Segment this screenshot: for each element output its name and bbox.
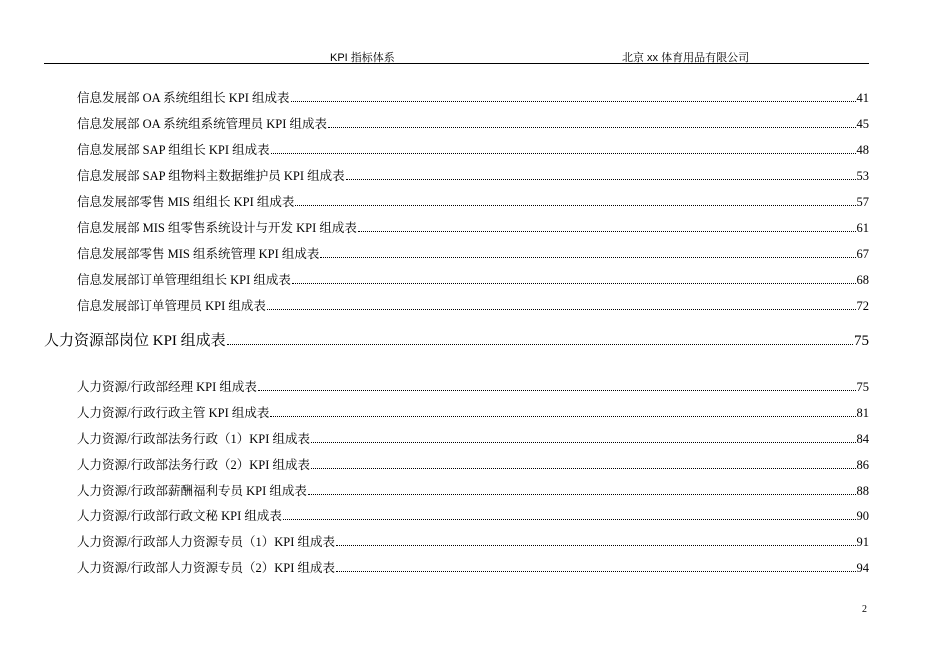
toc-entry-title: 人力资源/行政部法务行政（1）KPI 组成表 bbox=[77, 432, 310, 446]
toc-entry-page: 48 bbox=[856, 143, 869, 157]
toc-dot-leader bbox=[328, 127, 855, 128]
toc-entry[interactable] bbox=[77, 296, 869, 314]
toc-entry-title: 信息发展部 SAP 组组长 KPI 组成表 bbox=[77, 143, 270, 157]
toc-entry-title: 人力资源/行政部薪酬福利专员 KPI 组成表 bbox=[77, 484, 307, 498]
header-left-title: KPI 指标体系 bbox=[330, 52, 395, 64]
toc-entry[interactable] bbox=[77, 377, 869, 395]
toc-entry-title: 人力资源/行政部法务行政（2）KPI 组成表 bbox=[77, 458, 310, 472]
toc-entry[interactable] bbox=[77, 192, 869, 210]
toc-entry-page: 67 bbox=[856, 247, 869, 261]
toc-dot-leader bbox=[291, 101, 856, 102]
toc-dot-leader bbox=[336, 545, 856, 546]
toc-entry[interactable] bbox=[77, 166, 869, 184]
toc-dot-leader bbox=[311, 468, 856, 469]
toc-entry[interactable] bbox=[77, 403, 869, 421]
toc-dot-leader bbox=[346, 179, 856, 180]
toc-entry-title: 人力资源/行政部人力资源专员（2）KPI 组成表 bbox=[77, 561, 335, 575]
toc-entry-page: 72 bbox=[856, 299, 869, 313]
toc-entry-title: 信息发展部零售 MIS 组系统管理 KPI 组成表 bbox=[77, 247, 320, 261]
page-number: 2 bbox=[862, 604, 867, 615]
toc-entry-page: 68 bbox=[856, 273, 869, 287]
toc-dot-leader bbox=[311, 442, 856, 443]
toc-entry[interactable] bbox=[77, 88, 869, 106]
toc-dot-leader bbox=[308, 494, 856, 495]
toc-entry[interactable] bbox=[77, 532, 869, 550]
toc-entry-title: 信息发展部 OA 系统组系统管理员 KPI 组成表 bbox=[77, 117, 328, 131]
toc-entry-page: 90 bbox=[856, 509, 869, 523]
toc-entry-page: 91 bbox=[856, 535, 869, 549]
toc-dot-leader bbox=[320, 257, 855, 258]
toc-entry[interactable] bbox=[77, 429, 869, 447]
toc-section-title: 人力资源部岗位 KPI 组成表 bbox=[44, 333, 226, 349]
toc-entry[interactable] bbox=[77, 244, 869, 262]
toc-entry-page: 94 bbox=[856, 561, 869, 575]
toc-entry[interactable] bbox=[77, 506, 869, 524]
toc-entry-title: 信息发展部零售 MIS 组组长 KPI 组成表 bbox=[77, 195, 295, 209]
toc-entry[interactable] bbox=[77, 481, 869, 499]
toc-dot-leader bbox=[227, 344, 853, 345]
toc-entry[interactable] bbox=[77, 114, 869, 132]
toc-dot-leader bbox=[267, 309, 856, 310]
toc-entry-title: 人力资源/行政行政主管 KPI 组成表 bbox=[77, 406, 270, 420]
toc-entry-title: 信息发展部订单管理员 KPI 组成表 bbox=[77, 299, 266, 313]
toc-entry[interactable] bbox=[77, 140, 869, 158]
toc-entry-title: 人力资源/行政部人力资源专员（1）KPI 组成表 bbox=[77, 535, 335, 549]
toc-dot-leader bbox=[271, 153, 856, 154]
toc-entry-page: 75 bbox=[856, 380, 869, 394]
toc-entry-title: 信息发展部 MIS 组零售系统设计与开发 KPI 组成表 bbox=[77, 221, 357, 235]
toc-dot-leader bbox=[270, 416, 855, 417]
toc-entry-page: 84 bbox=[856, 432, 869, 446]
toc-entry-page: 86 bbox=[856, 458, 869, 472]
page-header bbox=[44, 46, 869, 64]
toc-entry-page: 61 bbox=[856, 221, 869, 235]
toc-dot-leader bbox=[295, 205, 855, 206]
toc-entry-title: 信息发展部 SAP 组物料主数据维护员 KPI 组成表 bbox=[77, 169, 345, 183]
toc-entry[interactable] bbox=[77, 218, 869, 236]
toc-entry-page: 57 bbox=[856, 195, 869, 209]
toc-entry-page: 53 bbox=[856, 169, 869, 183]
toc-entry-page: 88 bbox=[856, 484, 869, 498]
toc-section-entry[interactable] bbox=[44, 329, 869, 349]
toc-entry-title: 信息发展部订单管理组组长 KPI 组成表 bbox=[77, 273, 291, 287]
toc-entry-title: 信息发展部 OA 系统组组长 KPI 组成表 bbox=[77, 91, 290, 105]
toc-entry[interactable] bbox=[77, 455, 869, 473]
toc-entry-title: 人力资源/行政部经理 KPI 组成表 bbox=[77, 380, 257, 394]
toc-entry-page: 81 bbox=[856, 406, 869, 420]
toc-dot-leader bbox=[358, 231, 856, 232]
toc-entry[interactable] bbox=[77, 558, 869, 576]
toc-dot-leader bbox=[283, 519, 856, 520]
toc-entry[interactable] bbox=[77, 270, 869, 288]
toc-entry-page: 45 bbox=[856, 117, 869, 131]
toc-dot-leader bbox=[292, 283, 856, 284]
toc-section-page: 75 bbox=[854, 333, 869, 349]
toc-dot-leader bbox=[258, 390, 856, 391]
toc-entry-page: 41 bbox=[856, 91, 869, 105]
toc-entry-title: 人力资源/行政部行政文秘 KPI 组成表 bbox=[77, 509, 282, 523]
header-company-name: 北京 xx 体育用品有限公司 bbox=[622, 52, 750, 64]
toc-dot-leader bbox=[336, 571, 856, 572]
